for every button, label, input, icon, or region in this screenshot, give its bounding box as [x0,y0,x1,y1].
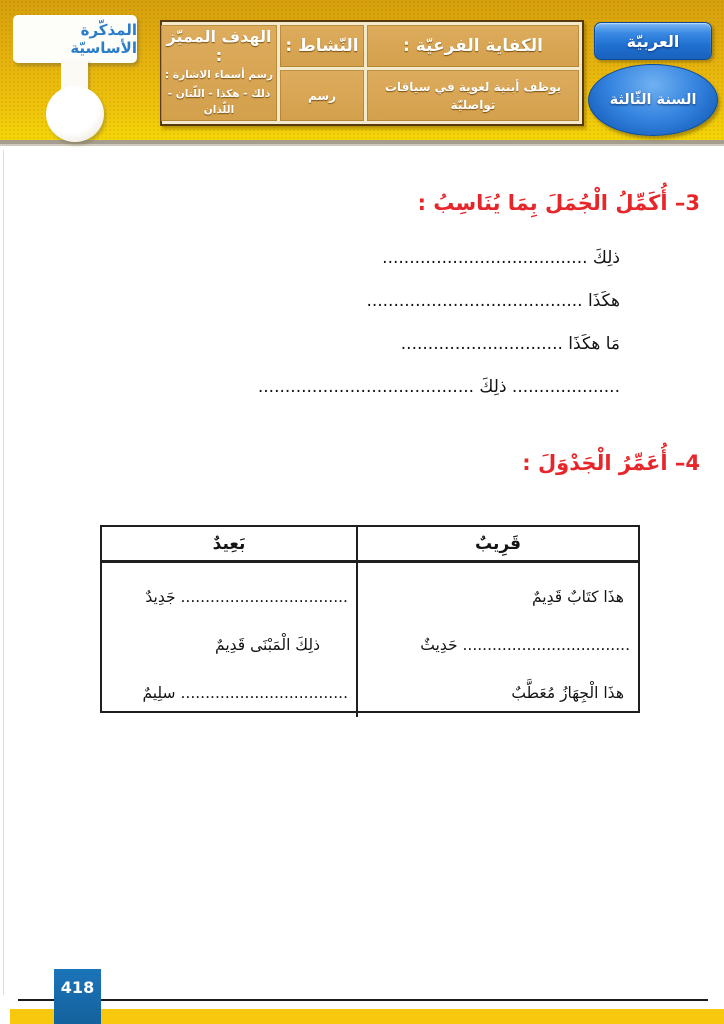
exercise3-lines [60,237,620,409]
table-header-near: قَرِيبٌ [356,527,638,563]
header-info-table [160,20,584,126]
exercise3-title: 3– أُكَمِّلُ الْجُمَلَ بِمَا يُنَاسِبُ : [417,191,700,215]
table-column-near [356,563,638,717]
page-edge-line [3,150,4,995]
table-line: هذَا الْجِهَازُ مُعَطَّبٌ [511,684,624,702]
year-badge: السنة الثّالثة [588,64,718,136]
table-line: .................................. سلِيمٌ [142,684,348,702]
header-band [0,0,724,144]
pin-ball-shape [46,86,104,142]
goal-title: الهدف المميّز : [166,27,272,66]
page-number: 418 [60,978,95,997]
exercise4-table [100,525,640,713]
memo-label [13,15,137,63]
goal-subtitle: رسم أسماء الاشارة : [165,69,273,82]
table-line: .................................. حَدِيثٌ [420,636,630,654]
exercise4-title: 4– أُعَمِّرُ الْجَدْوَلَ : [522,451,700,475]
page-number-box [54,969,101,1024]
footer-rule [18,999,708,1001]
fill-in-line: ذلِكَ ...................................... [382,248,620,268]
table-line: هذَا كتَابٌ قَدِيمٌ [531,588,624,606]
table-line: .................................. جَدِيدٌ [145,588,348,606]
footer-strip [10,1009,724,1024]
competency-body-cell: يوظف أبنية لغوية في سياقات تواصليّة [367,70,579,121]
table-header-far: بَعِيدٌ [102,527,356,563]
fill-in-line: .................... ذلِكَ ........................................ [257,377,620,397]
fill-in-line: هكَذَا ........................................ [366,291,620,311]
fill-in-line: مَا هكَذَا .............................. [400,334,620,354]
goal-cell [161,25,277,121]
activity-title-cell: النّشاط : [280,25,364,67]
table-column-far [102,563,356,717]
competency-title-cell: الكفاية الفرعيّة : [367,25,579,67]
memo-label-text: المذكّرة الأساسيّة [70,21,137,57]
activity-body-cell: رسم [280,70,364,121]
table-line: ذلِكَ الْمَبْنَى قَدِيمٌ [215,636,320,654]
goal-items: ذلك - هكذا - اللّتان - اللّذان [167,88,271,116]
subject-badge: العربيّة [594,22,712,60]
